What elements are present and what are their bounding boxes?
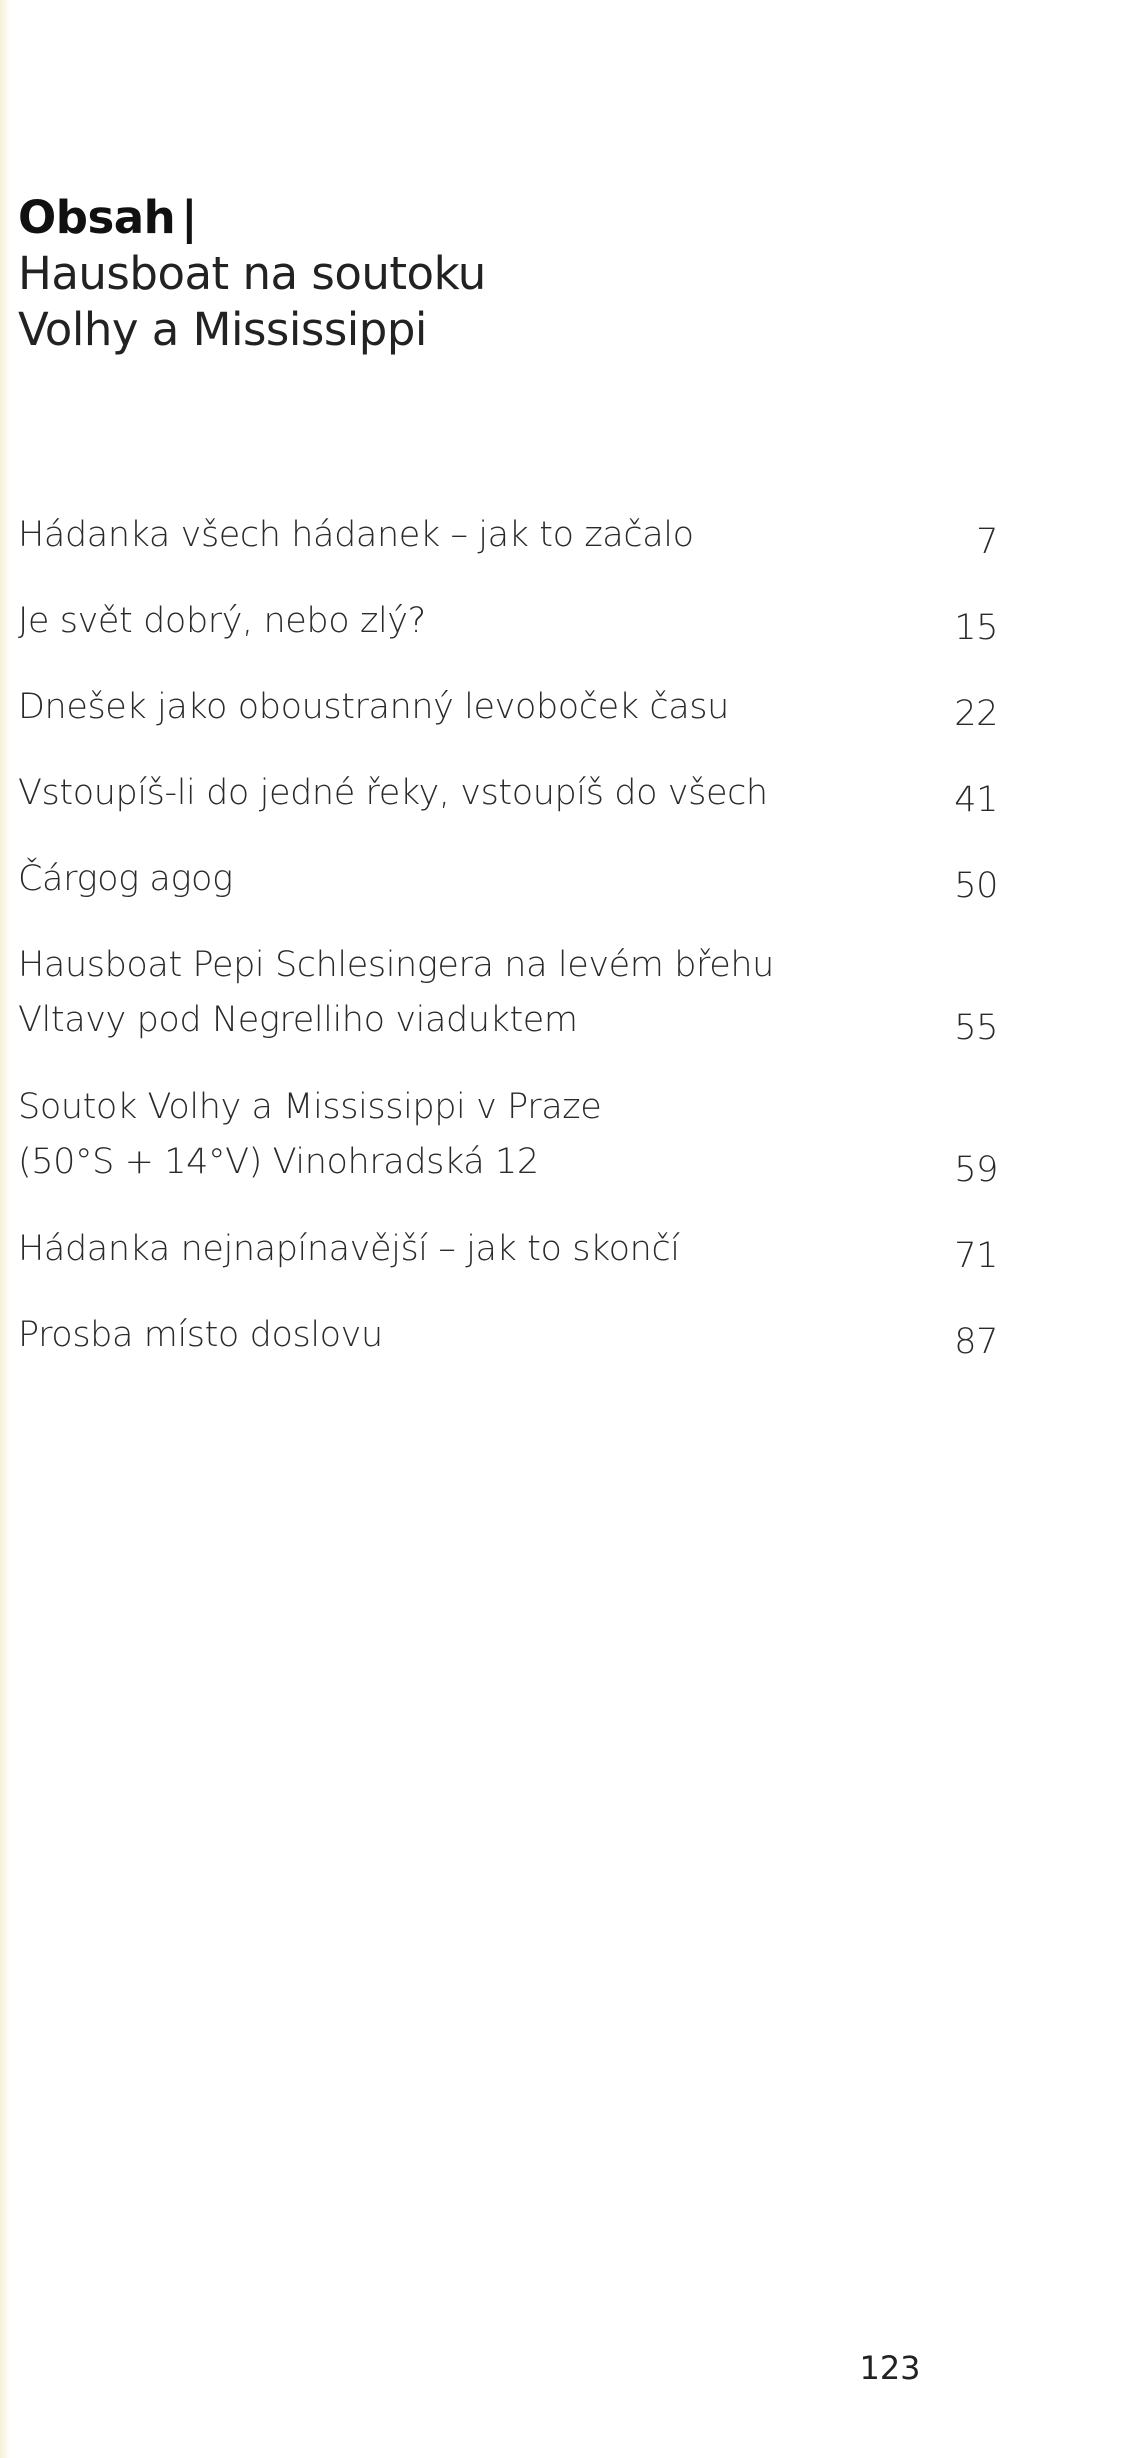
toc-entry-title-line-1: Soutok Volhy a Mississippi v Praze [18,1087,602,1127]
toc-entry-page: 15 [954,608,998,648]
toc-entry[interactable] [18,1222,998,1308]
page-number: 123 [859,2349,921,2387]
toc-entry-page: 22 [954,694,998,734]
book-title-line-1: Hausboat na soutoku [18,247,486,300]
contents-label: Obsah [18,191,176,244]
toc-entry[interactable] [18,938,998,1080]
toc-entry-title: Vstoupíš-li do jedné řeky, vstoupíš do všech [18,773,768,813]
toc-entry[interactable] [18,680,998,766]
toc-entry-title: Prosba místo doslovu [18,1315,383,1355]
page-edge-tint [0,0,10,2458]
toc-entry-title-line-1: Hausboat Pepi Schlesingera na levém břehu [18,945,774,985]
toc-entry-page: 87 [954,1322,998,1362]
toc-entry[interactable] [18,1080,998,1222]
toc-entry-page: 71 [954,1236,998,1276]
toc-entry[interactable] [18,508,998,594]
toc-entry-title-line-2: (50°S + 14°V) Vinohradská 12 [18,1142,539,1182]
toc-entry-page: 59 [954,1150,998,1190]
toc-entry-page: 7 [976,522,998,562]
book-title-line-2: Volhy a Mississippi [18,303,427,356]
toc-entry-page: 41 [954,780,998,820]
toc-entry-page: 50 [954,866,998,906]
toc-entry[interactable] [18,1308,998,1394]
toc-entry-title: Je svět dobrý, nebo zlý? [18,601,426,641]
toc-entry[interactable] [18,766,998,852]
toc-entry-title: Hádanka nejnapínavější – jak to skončí [18,1229,680,1269]
heading-separator: | [181,191,198,244]
toc-entry-page: 55 [954,1008,998,1048]
toc-entry[interactable] [18,594,998,680]
toc-entry-title: Dnešek jako oboustranný levoboček času [18,687,729,727]
toc-entry[interactable] [18,852,998,938]
toc-entry-title-line-2: Vltavy pod Negrelliho viaduktem [18,1000,578,1040]
contents-heading [18,190,918,358]
table-of-contents [18,508,998,1394]
toc-entry-title: Hádanka všech hádanek – jak to začalo [18,515,694,555]
contents-label-line [18,190,918,246]
toc-entry-title: Čárgog agog [18,859,233,899]
